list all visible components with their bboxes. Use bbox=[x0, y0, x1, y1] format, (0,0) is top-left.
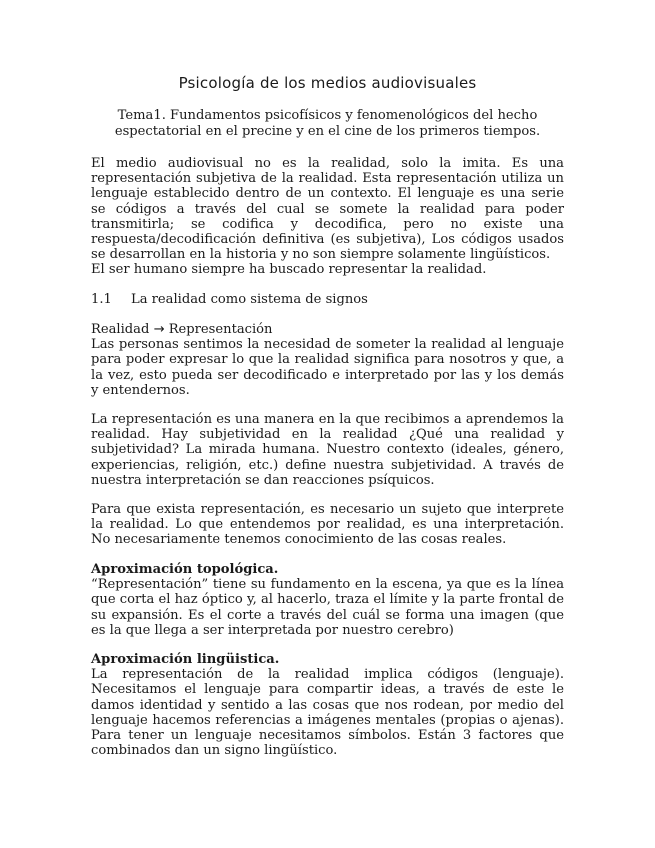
section-heading bbox=[91, 292, 564, 307]
paragraph-topologica: “Representación” tiene su fundamento en la escena, ya que es la línea que corta el haz óptico y, al hacerlo, traza el límite y la parte frontal de su expansión. Es el corte a través del cuál se forma una imagen (que es la que llega a ser interpretada por nuestro cerebro) bbox=[91, 577, 564, 638]
paragraph-representacion-block bbox=[91, 412, 564, 488]
heading-topologica: Aproximación topológica. bbox=[91, 562, 279, 577]
intro-paragraph: El medio audiovisual no es la realidad, solo la imita. Es una representación subjetiva de la realidad. Esta representación utiliza un lenguaje establecido dentro de un contexto. El lenguaje es una serie se códigos a través del cual se somete la realidad para poder transmitirla; se codifica y decodifica, pero no existe una respuesta/decodificación definitiva (es subjetiva), Los códigos usados se desarrollan en la historia y no son siempre solamente lingüísticos. bbox=[91, 156, 564, 263]
arrow-right-icon: → bbox=[153, 322, 165, 337]
realidad-label: Realidad bbox=[91, 322, 150, 337]
topologica-block bbox=[91, 562, 564, 638]
paragraph-linguistica: La representación de la realidad implica códigos (lenguaje). Necesitamos el lenguaje para compartir ideas, a través de este le damos identidad y sentido a las cosas que nos rodean, por medio del lenguaje hacemos referencias a imágenes mentales (propias o ajenas). Para tener un lenguaje necesitamos símbolos. Están 3 factores que combinados dan un signo lingüístico. bbox=[91, 667, 564, 759]
heading-linguistica: Aproximación lingüistica. bbox=[91, 652, 280, 667]
intro-statement: El ser humano siempre ha buscado representar la realidad. bbox=[91, 262, 487, 278]
document-title: Psicología de los medios audiovisuales bbox=[178, 74, 477, 92]
intro-block bbox=[91, 156, 564, 278]
representacion-label: Representación bbox=[168, 322, 273, 337]
linguistica-block bbox=[91, 652, 564, 758]
paragraph-necesidad: Las personas sentimos la necesidad de someter la realidad al lenguaje para poder expresar lo que la realidad significa para nosotros y que, a la vez, esto pueda ser decodificado e interpretado por las y los demás y entendernos. bbox=[91, 337, 564, 398]
realidad-block bbox=[91, 322, 564, 398]
section-title: La realidad como sistema de signos bbox=[131, 292, 368, 307]
subtitle-line-1: Tema1. Fundamentos psicofísicos y fenomenológicos del hecho bbox=[117, 108, 538, 123]
paragraph-sujeto: Para que exista representación, es necesario un sujeto que interprete la realidad. Lo que entendemos por realidad, es una interpretación. No necesariamente tenemos conocimiento de las cosas reales. bbox=[91, 502, 564, 548]
paragraph-sujeto-block bbox=[91, 502, 564, 548]
document-subtitle bbox=[91, 108, 564, 140]
realidad-representacion-line bbox=[91, 322, 564, 337]
section-number: 1.1 bbox=[91, 292, 112, 307]
paragraph-subjetividad: La representación es una manera en la que recibimos a aprendemos la realidad. Hay subjetividad en la realidad ¿Qué una realidad y subjetividad? La mirada humana. Nuestro contexto (ideales, género, experiencias, religión, etc.) define nuestra subjetividad. A través de nuestra interpretación se dan reacciones psíquicos. bbox=[91, 412, 564, 488]
subtitle-line-2: espectatorial en el precine y en el cine de los primeros tiempos. bbox=[114, 124, 541, 139]
